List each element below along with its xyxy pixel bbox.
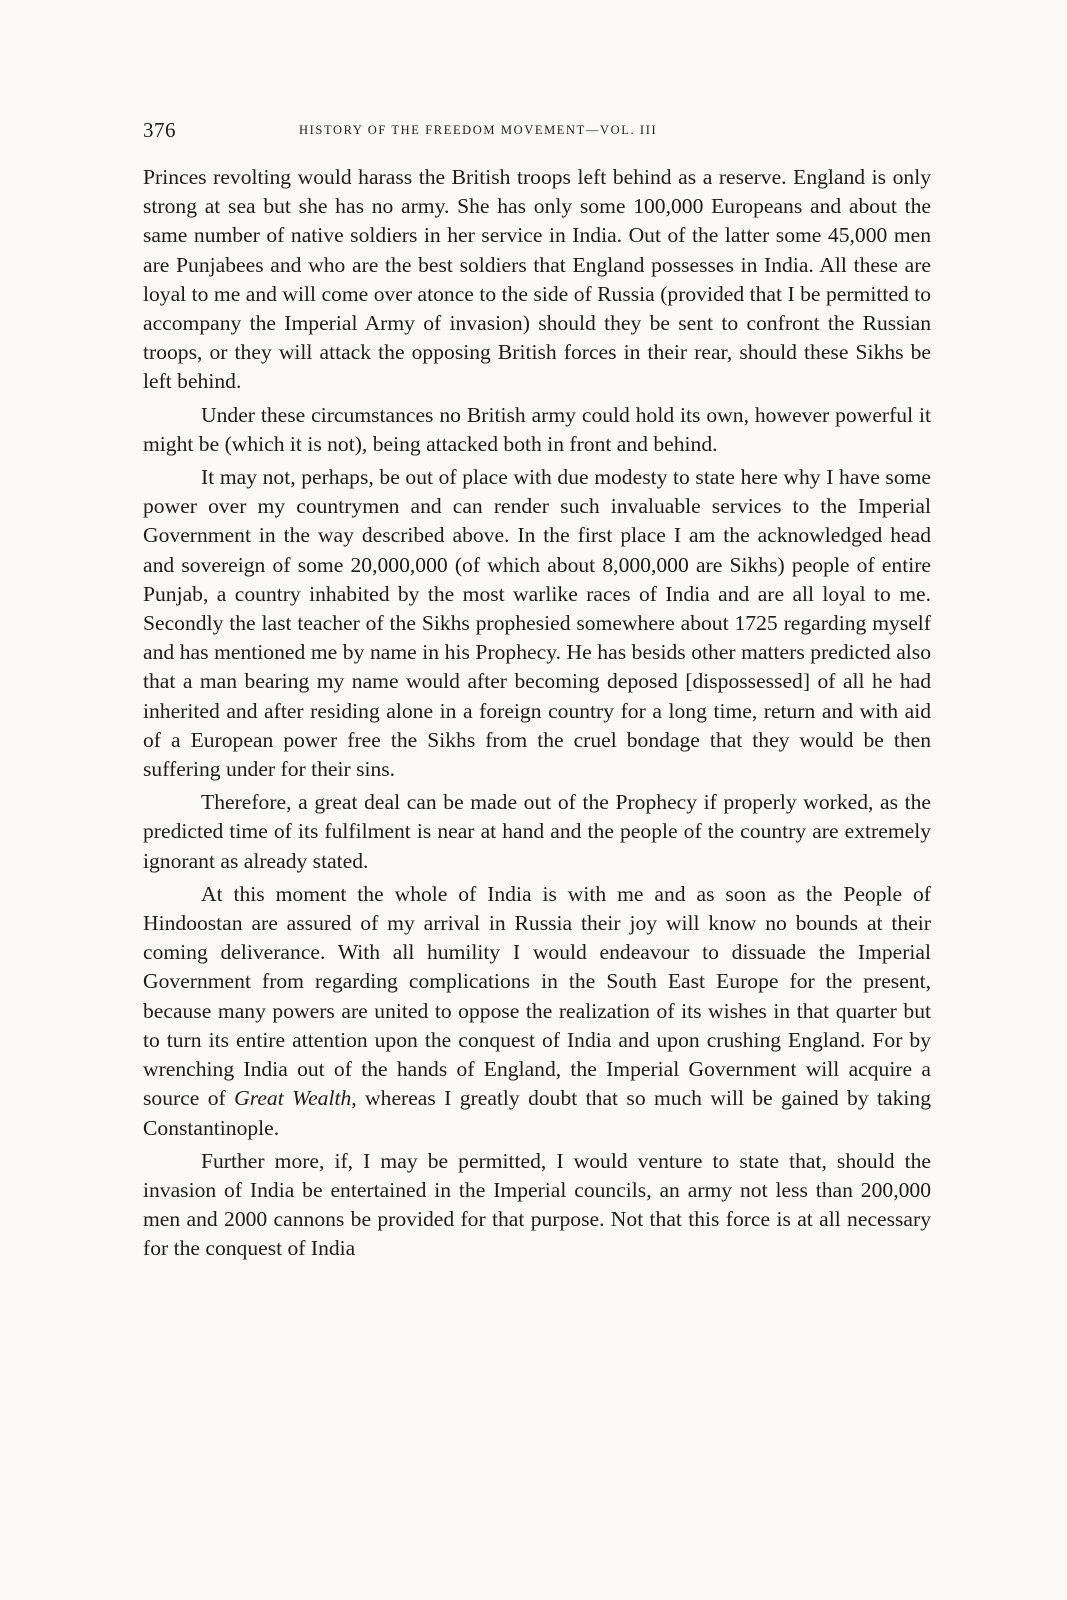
page-header (143, 118, 933, 148)
paragraph (143, 401, 931, 459)
paragraph (143, 1147, 931, 1264)
running-title: HISTORY OF THE FREEDOM MOVEMENT—VOL. III (299, 123, 658, 137)
paragraph-text: It may not, perhaps, be out of place with due modesty to state here why I have some power over my countrymen and can render such invaluable services to the Imperial Government in the way described above. In the first place I am the acknowledged head and sovereign of some 20,000,000 (of which about 8,000,000 are Sikhs) people of entire Punjab, a country inhabited by the most warlike races of India and are all loyal to me. Secondly the last teacher of the Sikhs prophesied somewhere about 1725 regarding myself and has mentioned me by name in his Prophecy. He has besids other matters predicted also that a man bearing my name would after becoming deposed [dispossessed] of all he had inherited and after residing alone in a foreign country for a long time, return and with aid of a European power free the Sikhs from the cruel bondage that they would be then suffering under for their sins. (143, 465, 931, 782)
paragraph-text: Under these circumstances no British army could hold its own, however powerful it might be (which it is not), being attacked both in front and behind. (143, 402, 931, 456)
body-text (143, 163, 931, 1264)
paragraph (143, 880, 931, 1143)
emphasis-text: Great Wealth, (234, 1086, 357, 1111)
paragraph-text: At this moment the whole of India is with me and as soon as the People of Hindoostan are assured of my arrival in Russia their joy will know no bounds at their coming deliverance. With all humility I would endeavour to dissuade the Imperial Government from regarding complications in the South East Europe for the present, because many powers are united to oppose the realization of its wishes in that quarter but to turn its entire attention upon the conquest of India and upon crushing England. For by wrenching India out of the hands of England, the Imperial Government will acquire a source of (143, 881, 931, 1111)
page-number: 376 (143, 118, 176, 142)
paragraph (143, 163, 931, 397)
paragraph-text: Therefore, a great deal can be made out of the Prophecy if properly worked, as the predicted time of its fulfilment is near at hand and the people of the country are extremely ignorant as already stated. (143, 790, 931, 873)
paragraph (143, 788, 931, 876)
paragraph-text: whereas I greatly doubt that so much will be gained by taking Constantinople. (143, 1086, 931, 1140)
paragraph (143, 463, 931, 784)
paragraph-text: Princes revolting would harass the British troops left behind as a reserve. England is only strong at sea but she has no army. She has only some 100,000 Europeans and about the same number of native soldiers in her service in India. Out of the latter some 45,000 men are Punjabees and who are the best soldiers that England possesses in India. All these are loyal to me and will come over atonce to the side of Russia (provided that I be permitted to accompany the Imperial Army of invasion) should they be sent to confront the Russian troops, or they will attack the opposing British forces in their rear, should these Sikhs be left behind. (143, 165, 931, 394)
paragraph-text: Further more, if, I may be permitted, I would venture to state that, should the invasion of India be entertained in the Imperial councils, an army not less than 200,000 men and 2000 cannons be provided for that purpose. Not that this force is at all necessary for the conquest of India (143, 1148, 931, 1261)
